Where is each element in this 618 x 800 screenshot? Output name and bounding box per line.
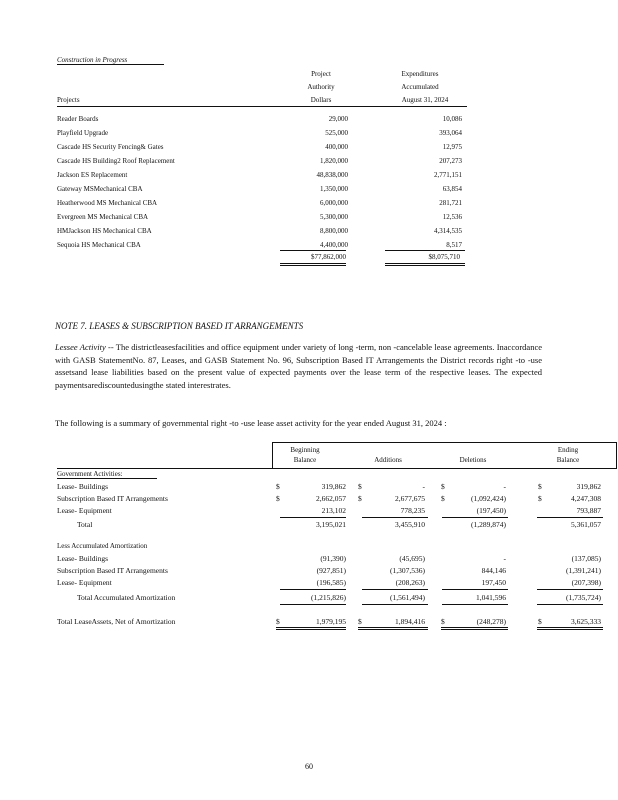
subtotal2-rule-add <box>362 589 428 590</box>
header-beginning-1: Beginning <box>290 446 320 454</box>
table-row: Evergreen MS Mechanical CBA 5,300,000 12,536 <box>57 213 462 221</box>
subtotal2-rule-beg <box>280 589 346 590</box>
header-beginning-2: Balance <box>293 456 317 464</box>
cip-header-authority-3: Dollars <box>310 96 332 104</box>
cip-total-double-2a <box>385 263 465 264</box>
total2-rule-add <box>362 604 428 605</box>
activity-header-vline-2 <box>616 442 617 469</box>
table-row: HMJackson HS Mechanical CBA 8,800,000 4,314,535 <box>57 227 462 235</box>
subtotal2-rule-del <box>442 589 508 590</box>
subtotal-rule-beg <box>280 517 346 518</box>
page-number: 60 <box>305 762 313 771</box>
table-row: Jackson ES Replacement 48,838,000 2,771,151 <box>57 171 462 179</box>
header-deletions: Deletions <box>459 456 487 464</box>
cip-title: Construction in Progress <box>57 56 128 64</box>
subtotal-rule-add <box>362 517 428 518</box>
subtotal-rule-del <box>442 517 508 518</box>
cip-header-exp-3: August 31, 2024 <box>401 96 449 104</box>
table-row: Subscription Based IT Arrangements $ 2,662,057 $ 2,677,675 $ (1,092,424) $ 4,247,308 <box>57 494 601 503</box>
total2-rule-del <box>442 604 508 605</box>
note-paragraph-1-text: -- The districtleasesfacilities and office equipment under variety of long -term, non -cancelable lease agreements. Inaccordance with GASB StatementNo. 87, Leases, and GASB Statement No. 96, Subscription Based IT Arrangements the District records right -to -use assetsand lease liabilities based on the present value of expected payments over the lease term of the respective leases. The expected paymentsarediscountedusingthe stated interestrates. <box>55 342 543 390</box>
cip-total-double-1b <box>280 265 346 266</box>
net-double-rule-add-b <box>358 629 428 630</box>
net-double-rule-add-a <box>358 627 428 628</box>
total-row: Total Accumulated Amortization (1,215,826) (1,561,494) 1,041,596 (1,735,724) <box>77 593 601 602</box>
cip-total-rule-2 <box>385 250 465 251</box>
activity-header-bottom-rule <box>57 468 616 469</box>
table-row: Lease- Buildings $ 319,862 $ - $ - $ 319,862 <box>57 482 601 491</box>
net-double-rule-end-b <box>537 629 603 630</box>
cip-title-underline <box>57 64 164 65</box>
lessee-activity-label: Lessee Activity <box>55 342 106 352</box>
cip-header-authority-2: Authority <box>307 83 335 91</box>
header-additions: Additions <box>374 456 402 464</box>
table-row: Lease- Equipment 213,102 778,235 (197,450) 793,887 <box>57 506 601 515</box>
cip-header-exp-1: Expenditures <box>401 70 439 78</box>
cip-header-rule <box>57 106 467 107</box>
total-row: Total 3,195,021 3,455,910 (1,289,874) 5,361,057 <box>77 520 601 529</box>
section-less-accumulated: Less Accumulated Amortization <box>57 542 148 550</box>
net-double-rule-end-a <box>537 627 603 628</box>
net-total-row: Total LeaseAssets, Net of Amortization $ 1,979,195 $ 1,894,416 $ (248,278) $ 3,625,333 <box>57 617 601 626</box>
net-double-rule-del-b <box>441 629 508 630</box>
note-paragraph-1 <box>55 341 542 391</box>
cip-header-authority-1: Project <box>311 70 331 78</box>
net-double-rule-beg-a <box>276 627 346 628</box>
total2-rule-beg <box>280 604 346 605</box>
section-government-activities: Government Activities: <box>57 470 123 478</box>
cip-header-exp-2: Accumulated <box>401 83 439 91</box>
cip-total-row: $77,862,000 $8,075,710 <box>311 253 460 261</box>
table-row: Lease- Buildings (91,390) (45,695) - (137,085) <box>57 554 601 563</box>
cip-total-double-2b <box>385 265 465 266</box>
table-row: Reader Boards 29,000 10,086 <box>57 115 462 123</box>
subtotal-rule-end <box>537 517 603 518</box>
table-row: Heatherwood MS Mechanical CBA 6,000,000 281,721 <box>57 199 462 207</box>
header-ending-2: Balance <box>556 456 580 464</box>
table-row: Lease- Equipment (196,585) (208,263) 197,450 (207,398) <box>57 578 601 587</box>
table-row: Cascade HS Security Fencing& Gates 400,000 12,975 <box>57 143 462 151</box>
note-paragraph-2: The following is a summary of governmental right -to -use lease asset activity for the year ended August 31, 2024 : <box>55 418 447 428</box>
table-row: Cascade HS Building2 Roof Replacement 1,820,000 207,273 <box>57 157 462 165</box>
net-double-rule-del-a <box>441 627 508 628</box>
net-double-rule-beg-b <box>276 629 346 630</box>
header-ending-1: Ending <box>557 446 579 454</box>
table-row: Gateway MSMechanical CBA 1,350,000 63,854 <box>57 185 462 193</box>
table-row: Sequoia HS Mechanical CBA 4,400,000 8,517 <box>57 241 462 249</box>
subtotal2-rule-end <box>537 589 603 590</box>
table-row: Subscription Based IT Arrangements (927,851) (1,307,536) 844,146 (1,391,241) <box>57 566 601 575</box>
cip-total-rule-1 <box>280 250 346 251</box>
total2-rule-end <box>537 604 603 605</box>
activity-header-top-rule <box>272 442 616 443</box>
cip-header-projects: Projects <box>57 96 80 104</box>
cip-total-double-1a <box>280 263 346 264</box>
table-row: Playfield Upgrade 525,000 393,064 <box>57 129 462 137</box>
note-heading: NOTE 7. LEASES & SUBSCRIPTION BASED IT ARRANGEMENTS <box>55 321 304 331</box>
section1-underline <box>57 478 157 479</box>
